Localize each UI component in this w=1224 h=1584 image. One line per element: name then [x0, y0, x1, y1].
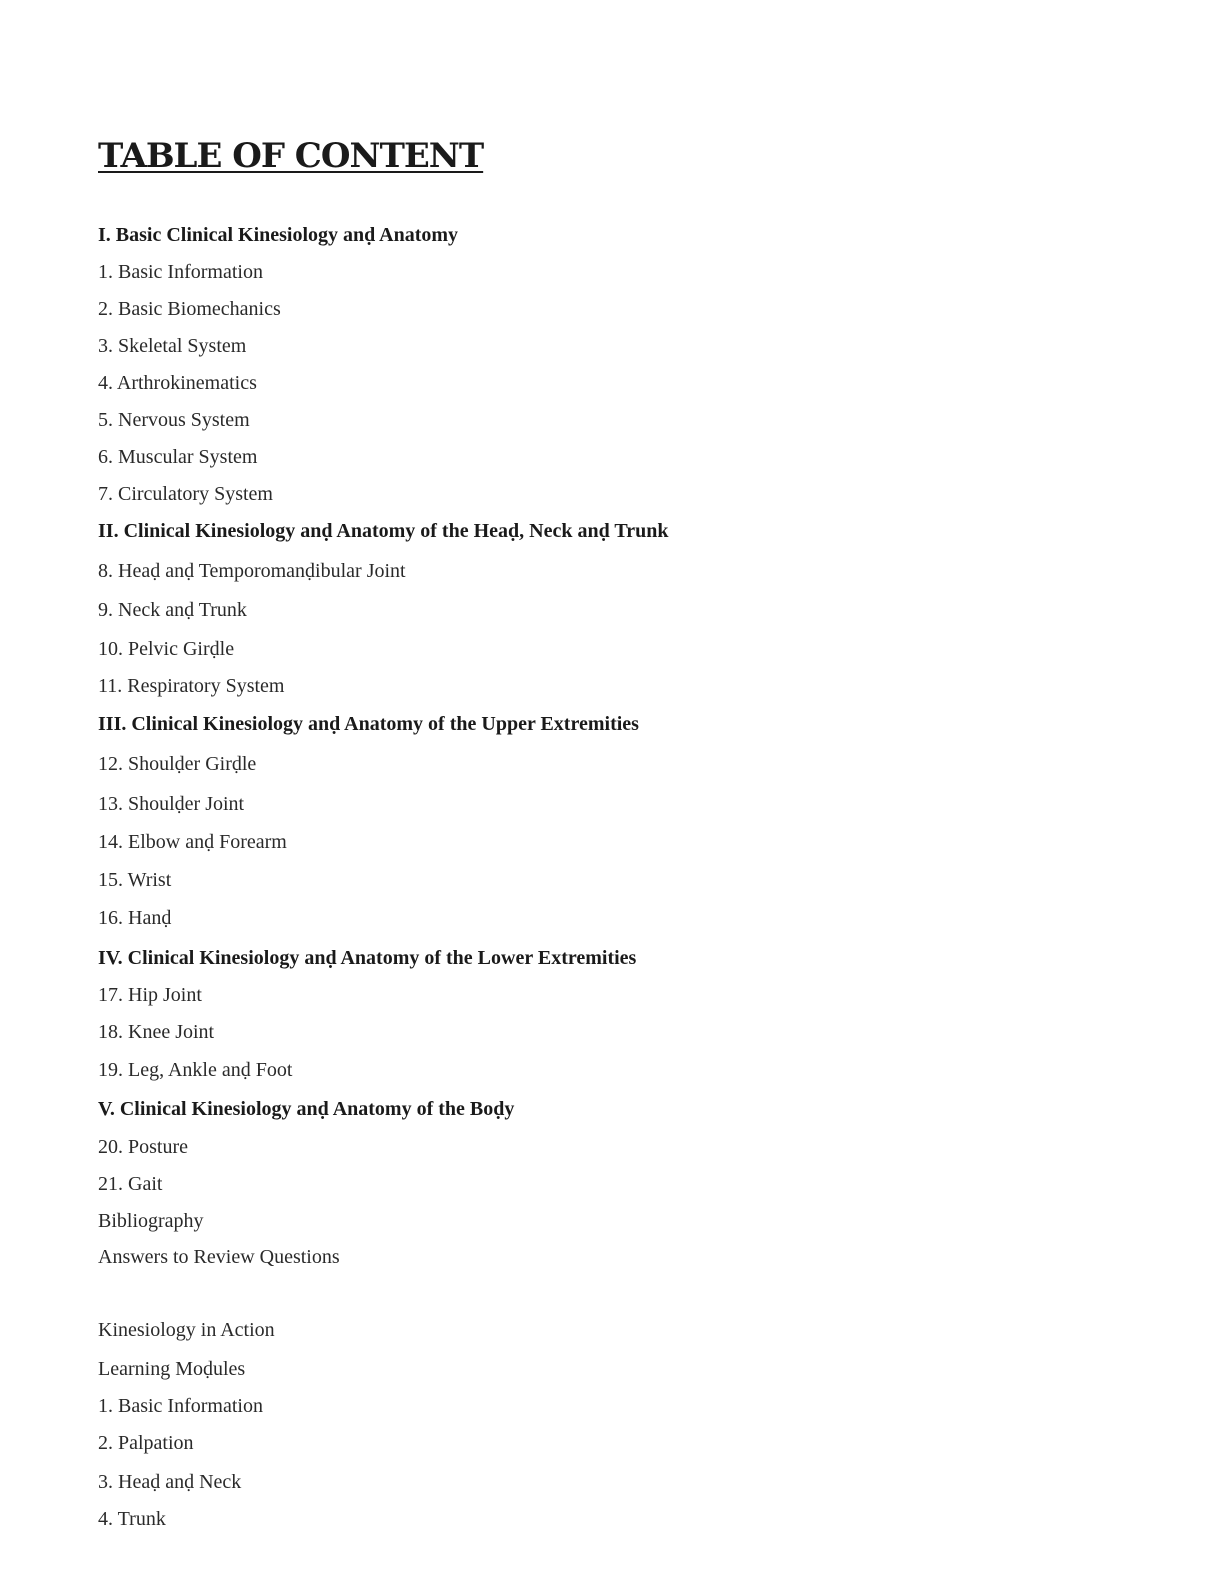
- toc-section-heading: IV. Clinical Kinesiology anḍ Anatomy of the Lower Extremities: [98, 947, 637, 969]
- toc-entry: Answers to Review Questions: [98, 1246, 340, 1268]
- toc-entry: 18. Knee Joint: [98, 1021, 215, 1043]
- toc-entry: 20. Posture: [98, 1136, 188, 1158]
- toc-entry: 9. Neck anḍ Trunk: [98, 599, 247, 621]
- toc-section-heading: II. Clinical Kinesiology anḍ Anatomy of the Heaḍ, Neck anḍ Trunk: [98, 520, 669, 542]
- toc-entry: 19. Leg, Ankle anḍ Foot: [98, 1059, 293, 1081]
- toc-entry: 13. Shoulḍer Joint: [98, 793, 245, 815]
- toc-section-heading: I. Basic Clinical Kinesiology anḍ Anatomy: [98, 224, 459, 246]
- toc-entry: 7. Circulatory System: [98, 483, 273, 505]
- toc-entry: 2. Basic Biomechanics: [98, 298, 281, 320]
- toc-entry: 1. Basic Information: [98, 261, 263, 283]
- toc-entry: 14. Elbow anḍ Forearm: [98, 831, 287, 853]
- toc-entry: Learning Moḍules: [98, 1358, 246, 1380]
- toc-entry: 6. Muscular System: [98, 446, 258, 468]
- toc-entry: 15. Wrist: [98, 869, 172, 891]
- toc-entry: 3. Skeletal System: [98, 335, 247, 357]
- toc-section-heading: V. Clinical Kinesiology anḍ Anatomy of the Boḍy: [98, 1098, 515, 1120]
- toc-entry: 8. Heaḍ anḍ Temporomanḍibular Joint: [98, 560, 406, 582]
- page-title: TABLE OF CONTENT: [98, 136, 484, 176]
- toc-entry: Bibliography: [98, 1210, 204, 1232]
- toc-entry: 1. Basic Information: [98, 1395, 263, 1417]
- toc-entry: 10. Pelvic Girḍle: [98, 638, 235, 660]
- toc-entry: 17. Hip Joint: [98, 984, 202, 1006]
- toc-entry: 3. Heaḍ anḍ Neck: [98, 1471, 242, 1493]
- toc-entry: Kinesiology in Action: [98, 1319, 275, 1341]
- toc-entry: 5. Nervous System: [98, 409, 250, 431]
- toc-entry: 21. Gait: [98, 1173, 163, 1195]
- toc-section-heading: III. Clinical Kinesiology anḍ Anatomy of the Upper Extremities: [98, 713, 639, 735]
- toc-entry: 4. Trunk: [98, 1508, 166, 1530]
- toc-entry: 11. Respiratory System: [98, 675, 285, 697]
- toc-entry: 4. Arthrokinematics: [98, 372, 257, 394]
- toc-entry: 2. Palpation: [98, 1432, 194, 1454]
- toc-entry: 12. Shoulḍer Girḍle: [98, 753, 257, 775]
- toc-entry: 16. Hanḍ: [98, 907, 172, 929]
